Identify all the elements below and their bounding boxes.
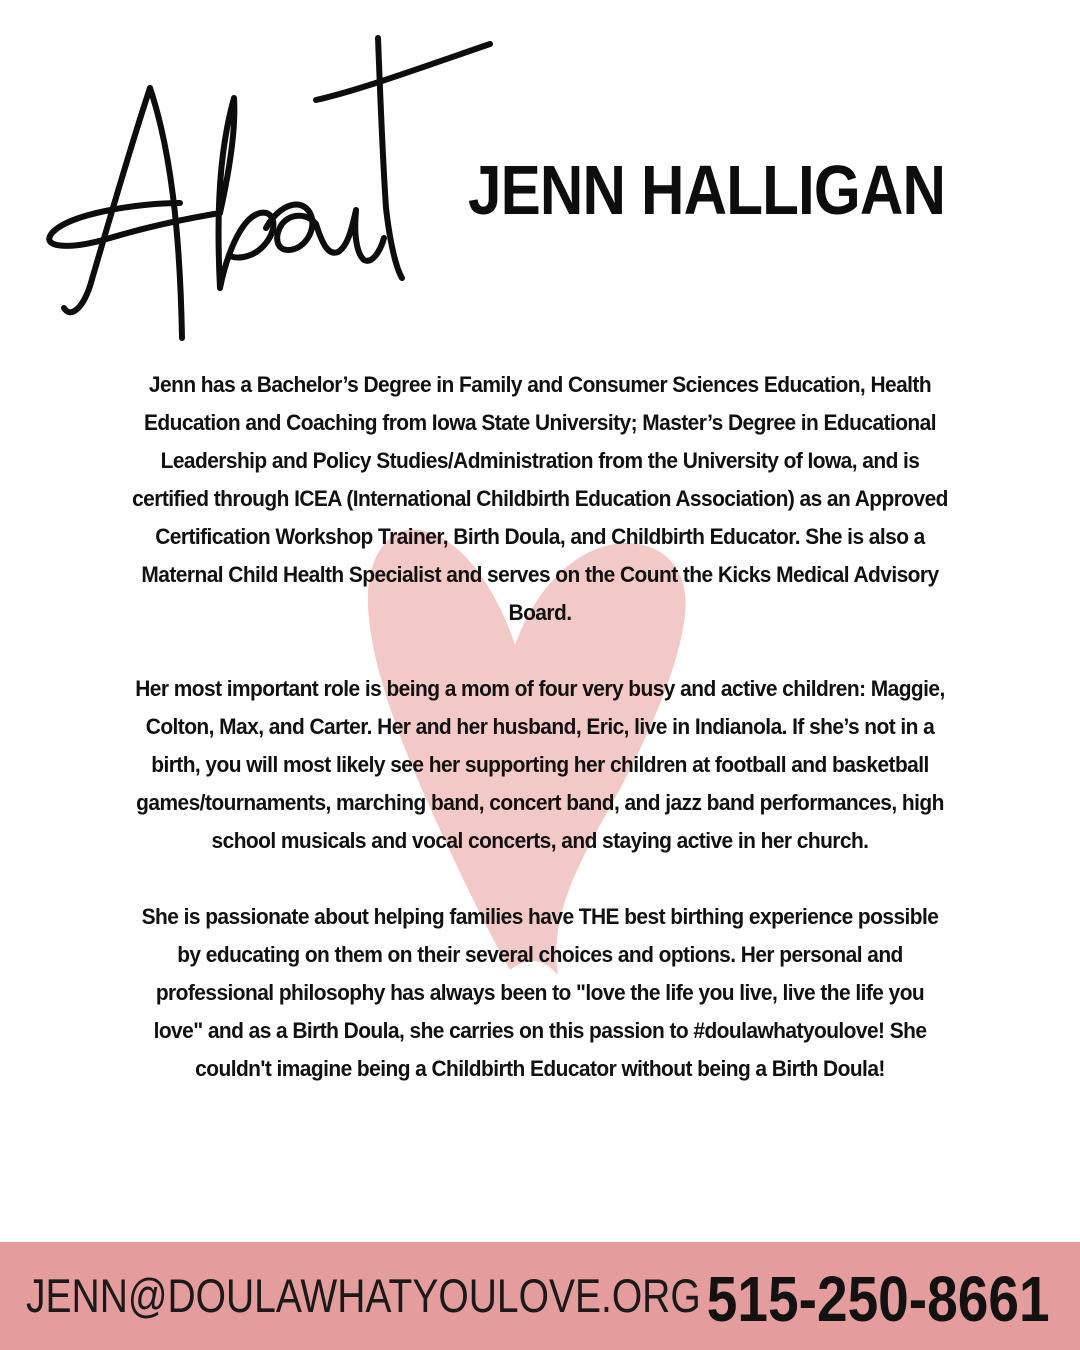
about-script-lettering	[30, 28, 510, 358]
bio-text	[100, 366, 980, 1126]
phone-number[interactable]: 515-250-8661	[707, 1263, 1050, 1335]
contact-footer	[0, 1242, 1080, 1350]
bio-paragraph-education: Jenn has a Bachelor’s Degree in Family and Consumer Sciences Education, Health Education and Coaching from Iowa State University; Master’s Degree in Educational Leadership and Policy Studies/Administration from the University of Iowa, and is certified through ICEA (International Childbirth Education Association) as an Approved Certification Workshop Trainer, Birth Doula, and Childbirth Educator. She is also a Maternal Child Health Specialist and serves on the Count the Kicks Medical Advisory Board.	[132, 372, 948, 625]
bio-paragraph-family: Her most important role is being a mom of four very busy and active children: Maggie, Colton, Max, and Carter. Her and her husband, Eric, live in Indianola. If she’s not in a birth, you will most likely see her supporting her children at football and basketball games/tournaments, marching band, concert band, and jazz band performances, high school musicals and vocal concerts, and staying active in her church.	[135, 676, 945, 853]
bio-paragraph-philosophy: She is passionate about helping families have THE best birthing experience possible by educating on them on their several choices and options. Her personal and professional philosophy has always been to "love the life you live, live the life you love" and as a Birth Doula, she carries on this passion to #doulawhatyoulove! She couldn't imagine being a Childbirth Educator without being a Birth Doula!	[141, 904, 939, 1081]
page-title: JENN HALLIGAN	[468, 151, 946, 229]
email-link[interactable]: JENN@DOULAWHATYOULOVE.ORG	[26, 1269, 701, 1322]
